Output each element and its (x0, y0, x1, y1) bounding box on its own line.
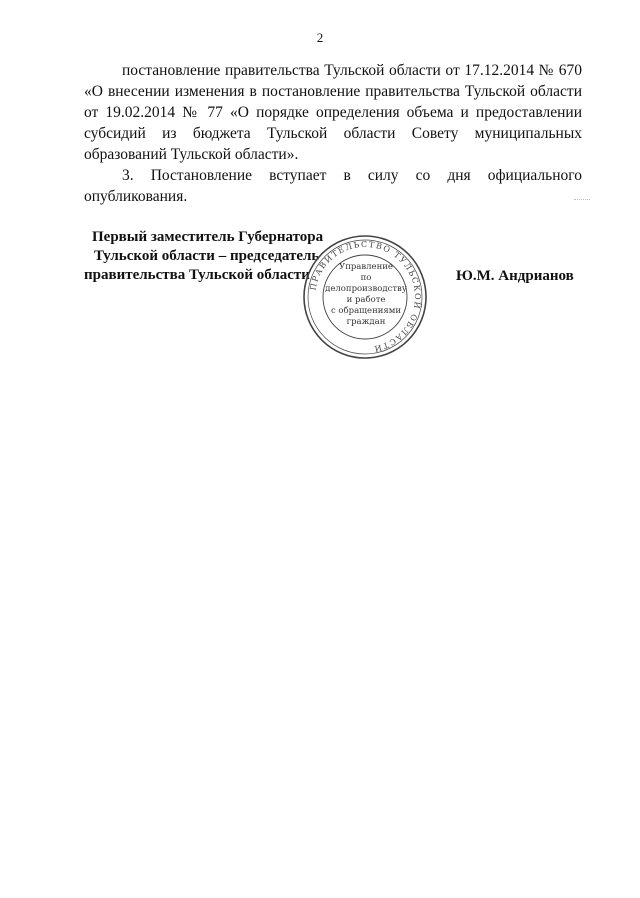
seal-line: и работе (346, 295, 386, 305)
signer-title-line-3: правительства Тульской области (84, 267, 310, 283)
seal-line: по делопроизводству (325, 273, 407, 294)
page-number: 2 (316, 30, 324, 45)
signature-block (0, 228, 640, 354)
seal-ring-text: ПРАВИТЕЛЬСТВО ТУЛЬСКОЙ ОБЛАСТИ (308, 239, 423, 354)
official-seal (300, 232, 430, 362)
signer-name: Ю.М. Андрианов (456, 268, 574, 284)
seal-line: с обращениями (330, 306, 402, 316)
paragraph-3: 3. Постановление вступает в силу со дня официального опубликования. (84, 167, 582, 205)
seal-line: граждан (346, 317, 386, 327)
signer-title-line-2: Тульской области – председатель (94, 248, 320, 264)
paragraph-continuation: постановление правительства Тульской области от 17.12.2014 № 670 «О внесении изменения в постановление правительства Тульской области от 19.02.2014 № 77 «О порядке определения объема и предоставлении субсидий из бюджета Тульской области Совету муниципальных образований Тульской области». (84, 62, 582, 163)
document-body (84, 60, 582, 207)
signer-title-line-1: Первый заместитель Губернатора (92, 229, 324, 245)
seal-inner-text (324, 262, 408, 328)
seal-line: Управление (339, 262, 393, 272)
scan-artifact (574, 199, 590, 201)
